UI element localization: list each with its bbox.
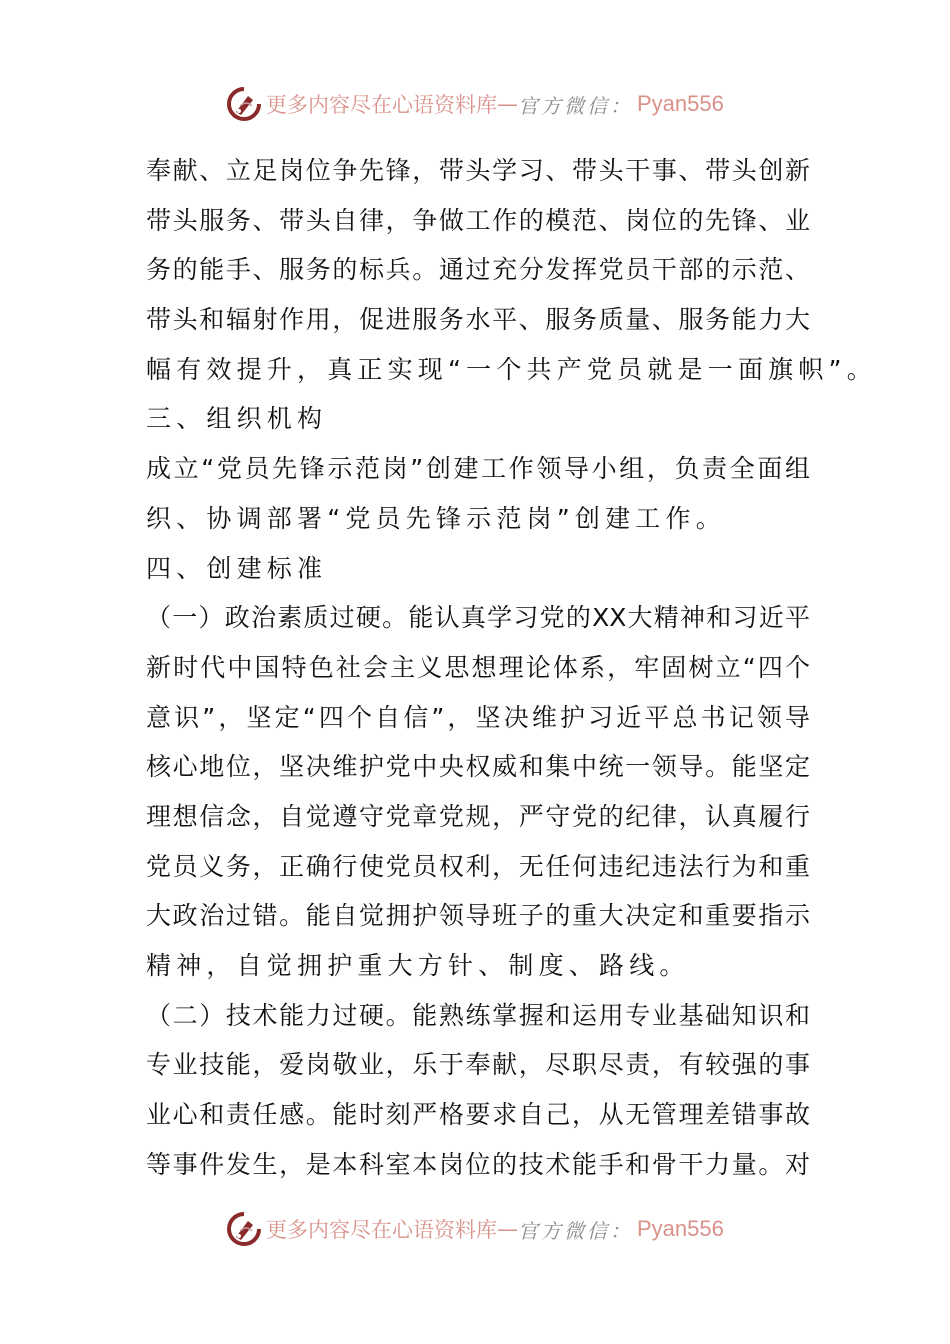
- document-line: 核心地位，坚决维护党中央权威和集中统一领导。能坚定: [146, 752, 810, 782]
- banner-wechat-label: 官方微信：: [518, 1218, 633, 1243]
- banner-dash: —: [497, 1217, 518, 1241]
- document-line: 等事件发生，是本科室本岗位的技术能手和骨干力量。对: [146, 1149, 810, 1179]
- document-line: 奉献、立足岗位争先锋，带头学习、带头干事、带头创新: [146, 156, 810, 185]
- document-line: 理想信念，自觉遵守党章党规，严守党的纪律，认真履行: [146, 801, 810, 831]
- footer-banner: [226, 1209, 724, 1249]
- document-line: 三、组织机构: [146, 404, 328, 434]
- document-line: 四、创建标准: [146, 553, 328, 583]
- document-line: 带头和辐射作用，促进服务水平、服务质量、服务能力大: [146, 305, 810, 335]
- header-banner: [226, 84, 724, 124]
- document-line: 精神，自觉拥护重大方针、制度、路线。: [146, 951, 690, 980]
- document-line: 大政治过错。能自觉拥护领导班子的重大决定和重要指示: [146, 901, 810, 931]
- document-line: 意识”，坚定“四个自信”，坚决维护习近平总书记领导: [146, 702, 810, 732]
- document-line: 务的能手、服务的标兵。通过充分发挥党员干部的示范、: [146, 255, 810, 285]
- banner-wechat-id: Pyan556: [637, 1216, 724, 1241]
- document-line: （一）政治素质过硬。能认真学习党的XX大精神和习近平: [146, 603, 810, 633]
- banner-main-text: 更多内容尽在心语资料库: [266, 1218, 497, 1242]
- document-line: 成立“党员先锋示范岗”创建工作领导小组，负责全面组: [146, 454, 810, 484]
- document-line: 幅有效提升，真正实现“一个共产党员就是一面旗帜”。: [146, 354, 877, 384]
- banner-wechat-id: Pyan556: [637, 91, 724, 116]
- banner-main-text: 更多内容尽在心语资料库: [266, 93, 497, 117]
- banner-wechat-label: 官方微信：: [518, 93, 633, 118]
- document-line: 新时代中国特色社会主义思想理论体系，牢固树立“四个: [146, 652, 810, 682]
- pen-nib-logo-icon: [226, 86, 262, 122]
- document-line: 专业技能，爱岗敬业，乐于奉献，尽职尽责，有较强的事: [146, 1050, 810, 1080]
- document-line: 织、协调部署“党员先锋示范岗”创建工作。: [146, 503, 726, 533]
- banner-dash: —: [497, 92, 518, 116]
- document-line: 带头服务、带头自律，争做工作的模范、岗位的先锋、业: [146, 205, 810, 235]
- document-line: 党员义务，正确行使党员权利，无任何违纪违法行为和重: [146, 851, 810, 881]
- document-line: （二）技术能力过硬。能熟练掌握和运用专业基础知识和: [146, 1000, 810, 1030]
- document-body: [146, 146, 877, 1189]
- pen-nib-logo-icon: [226, 1211, 262, 1247]
- document-line: 业心和责任感。能时刻严格要求自己，从无管理差错事故: [146, 1100, 810, 1130]
